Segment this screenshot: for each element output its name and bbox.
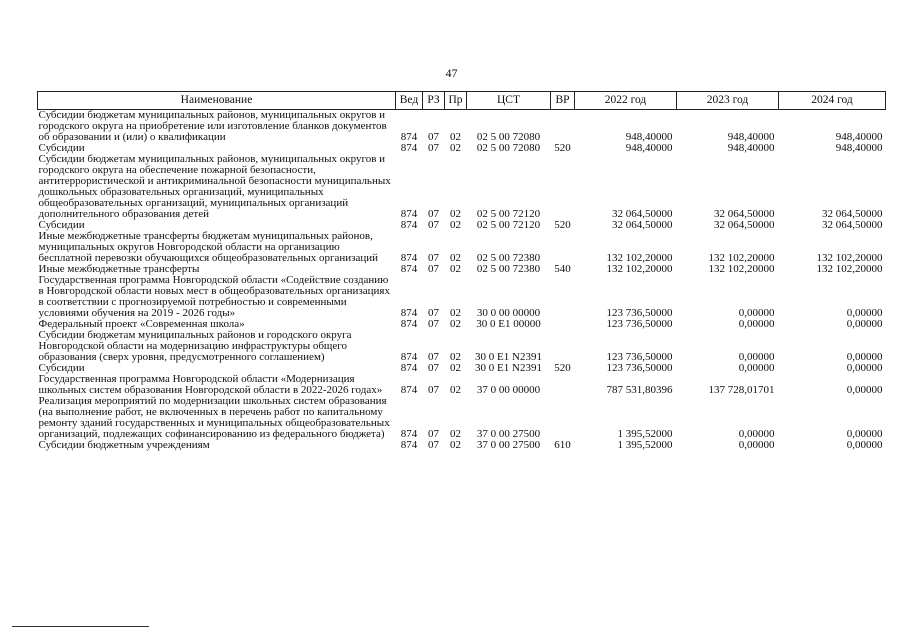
row-ved: 874 (400, 219, 418, 231)
row-pr: 02 (450, 252, 461, 264)
row-name: Субсидии (38, 142, 85, 154)
row-ved: 874 (400, 263, 418, 275)
row-cst: 02 5 00 72080 (476, 131, 541, 143)
row-pr: 02 (450, 362, 461, 374)
row-2024: 0,00000 (846, 362, 883, 374)
row-2023: 132 102,20000 (708, 252, 775, 264)
row-cst: 37 0 00 00000 (476, 384, 541, 396)
row-cst: 02 5 00 72120 (476, 208, 541, 220)
row-pr: 02 (450, 439, 461, 451)
row-vr (551, 231, 575, 264)
row-2024: 0,00000 (846, 351, 883, 363)
footnote-divider (12, 626, 149, 627)
row-vr: 520 (554, 142, 571, 154)
row-2023: 32 064,50000 (714, 208, 775, 220)
table-row (38, 154, 886, 220)
row-2022: 1 395,52000 (617, 439, 673, 451)
row-vr (551, 275, 575, 319)
row-name: Государственная программа Новгородской области «Содействие созданию в Новгородской области новых мест в общеобразовательных организациях в соответствии с прогнозируемой потребностью и современными условиями обучения на 2019 - 2026 годы» (38, 274, 390, 319)
row-rz: 07 (428, 351, 439, 363)
header-rz: РЗ (423, 92, 445, 110)
row-name: Субсидии бюджетам муниципальных районов, муниципальных округов и городского округа на обеспечение пожарной безопасности, антитеррористической и антикриминальной безопасности муниципальных дошкольных образовательных организаций, муниципальных общеобразовательных организаций, муниципальных организаций дополнительного образования детей (38, 153, 391, 220)
row-name: Субсидии (38, 219, 85, 231)
row-rz: 07 (428, 219, 439, 231)
row-cst: 02 5 00 72120 (476, 219, 541, 231)
table-row (38, 330, 886, 363)
row-name: Субсидии (38, 362, 85, 374)
row-name: Реализация мероприятий по модернизации школьных систем образования (на выполнение работ, не включенных в перечень работ по капитальному ремонту зданий государственных и муниципальных общеобразовательных организаций, подлежащих софинансированию из федерального бюджета) (38, 395, 390, 440)
row-vr (551, 319, 575, 330)
row-cst: 02 5 00 72080 (476, 142, 541, 154)
row-2024: 0,00000 (846, 384, 883, 396)
row-cst: 30 0 00 00000 (476, 307, 541, 319)
row-ved: 874 (400, 318, 418, 330)
row-2022: 948,40000 (625, 142, 673, 154)
row-cst: 02 5 00 72380 (476, 252, 541, 264)
row-name: Федеральный проект «Современная школа» (38, 318, 245, 330)
row-name: Иные межбюджетные трансферты бюджетам муниципальных районов, муниципальных округов Новгородской области на организацию бесплатной перевозки обучающихся общеобразовательных организаций (38, 230, 379, 264)
row-rz: 07 (428, 439, 439, 451)
row-ved: 874 (400, 252, 418, 264)
header-name: Наименование (38, 92, 396, 110)
row-ved: 874 (400, 208, 418, 220)
row-2022: 32 064,50000 (612, 219, 673, 231)
row-2022: 123 736,50000 (606, 351, 673, 363)
row-ved: 874 (400, 351, 418, 363)
row-pr: 02 (450, 428, 461, 440)
row-rz: 07 (428, 131, 439, 143)
row-cst: 02 5 00 72380 (476, 263, 541, 275)
row-2024: 132 102,20000 (816, 263, 883, 275)
row-vr (551, 154, 575, 220)
row-pr: 02 (450, 263, 461, 275)
row-2022: 123 736,50000 (606, 362, 673, 374)
header-2023: 2023 год (677, 92, 779, 110)
row-ved: 874 (400, 142, 418, 154)
row-rz: 07 (428, 252, 439, 264)
row-vr: 520 (554, 362, 571, 374)
row-name: Субсидии бюджетам муниципальных районов, муниципальных округов и городского округа на приобретение или изготовление бланков документов об образовании и (или) о квалификации (38, 109, 387, 143)
header-cst: ЦСТ (467, 92, 551, 110)
row-2024: 0,00000 (846, 307, 883, 319)
header-ved: Вед (396, 92, 423, 110)
header-2022: 2022 год (575, 92, 677, 110)
row-vr (551, 110, 575, 144)
row-pr: 02 (450, 384, 461, 396)
header-2024: 2024 год (779, 92, 886, 110)
row-2023: 948,40000 (727, 142, 775, 154)
table-row (38, 110, 886, 144)
table-row (38, 374, 886, 396)
row-2024: 32 064,50000 (822, 208, 883, 220)
row-pr: 02 (450, 208, 461, 220)
row-2022: 787 531,80396 (606, 384, 673, 396)
row-ved: 874 (400, 362, 418, 374)
row-2023: 0,00000 (738, 307, 775, 319)
header-pr: Пр (445, 92, 467, 110)
table-row (38, 231, 886, 264)
row-2022: 32 064,50000 (612, 208, 673, 220)
row-pr: 02 (450, 219, 461, 231)
row-vr: 540 (554, 263, 571, 275)
row-name: Субсидии бюджетным учреждениям (38, 439, 210, 451)
row-rz: 07 (428, 362, 439, 374)
row-ved: 874 (400, 131, 418, 143)
row-vr (551, 330, 575, 363)
table-header-row (38, 92, 886, 110)
row-2023: 32 064,50000 (714, 219, 775, 231)
row-2022: 1 395,52000 (617, 428, 673, 440)
row-name: Иные межбюджетные трансферты (38, 263, 200, 275)
row-2024: 948,40000 (835, 142, 883, 154)
row-cst: 37 0 00 27500 (476, 439, 541, 451)
row-2022: 948,40000 (625, 131, 673, 143)
row-name: Государственная программа Новгородской области «Модернизация школьных систем образования Новгородской области в 2022-2026 годах» (38, 373, 383, 396)
row-ved: 874 (400, 439, 418, 451)
row-2023: 137 728,01701 (708, 384, 775, 396)
row-pr: 02 (450, 131, 461, 143)
row-rz: 07 (428, 318, 439, 330)
row-2023: 0,00000 (738, 439, 775, 451)
row-vr (551, 396, 575, 440)
header-vr: ВР (551, 92, 575, 110)
row-ved: 874 (400, 307, 418, 319)
row-rz: 07 (428, 384, 439, 396)
row-name: Субсидии бюджетам муниципальных районов и городского округа Новгородской области на модернизацию инфраструктуры общего образования (сверх уровня, предусмотренного соглашением) (38, 329, 352, 363)
row-2024: 32 064,50000 (822, 219, 883, 231)
row-2023: 948,40000 (727, 131, 775, 143)
row-rz: 07 (428, 208, 439, 220)
row-2023: 0,00000 (738, 351, 775, 363)
row-2023: 0,00000 (738, 318, 775, 330)
row-rz: 07 (428, 263, 439, 275)
row-2024: 0,00000 (846, 318, 883, 330)
row-cst: 37 0 00 27500 (476, 428, 541, 440)
row-cst: 30 0 E1 00000 (476, 318, 541, 330)
table-row (38, 440, 886, 451)
row-ved: 874 (400, 428, 418, 440)
row-ved: 874 (400, 384, 418, 396)
row-2023: 0,00000 (738, 362, 775, 374)
row-cst: 30 0 E1 N2391 (475, 362, 542, 374)
row-2024: 0,00000 (846, 428, 883, 440)
row-2024: 132 102,20000 (816, 252, 883, 264)
row-rz: 07 (428, 428, 439, 440)
row-vr (551, 374, 575, 396)
row-2023: 132 102,20000 (708, 263, 775, 275)
row-2022: 123 736,50000 (606, 318, 673, 330)
row-2024: 0,00000 (846, 439, 883, 451)
table-row (38, 275, 886, 319)
row-pr: 02 (450, 142, 461, 154)
row-rz: 07 (428, 142, 439, 154)
row-pr: 02 (450, 318, 461, 330)
row-pr: 02 (450, 307, 461, 319)
table-row (38, 396, 886, 440)
row-vr: 520 (554, 219, 571, 231)
row-2022: 123 736,50000 (606, 307, 673, 319)
row-2022: 132 102,20000 (606, 252, 673, 264)
row-cst: 30 0 E1 N2391 (475, 351, 542, 363)
row-2022: 132 102,20000 (606, 263, 673, 275)
row-vr: 610 (554, 439, 571, 451)
row-rz: 07 (428, 307, 439, 319)
page-number: 47 (445, 66, 458, 80)
row-pr: 02 (450, 351, 461, 363)
row-2024: 948,40000 (835, 131, 883, 143)
row-2023: 0,00000 (738, 428, 775, 440)
budget-table (37, 91, 886, 451)
